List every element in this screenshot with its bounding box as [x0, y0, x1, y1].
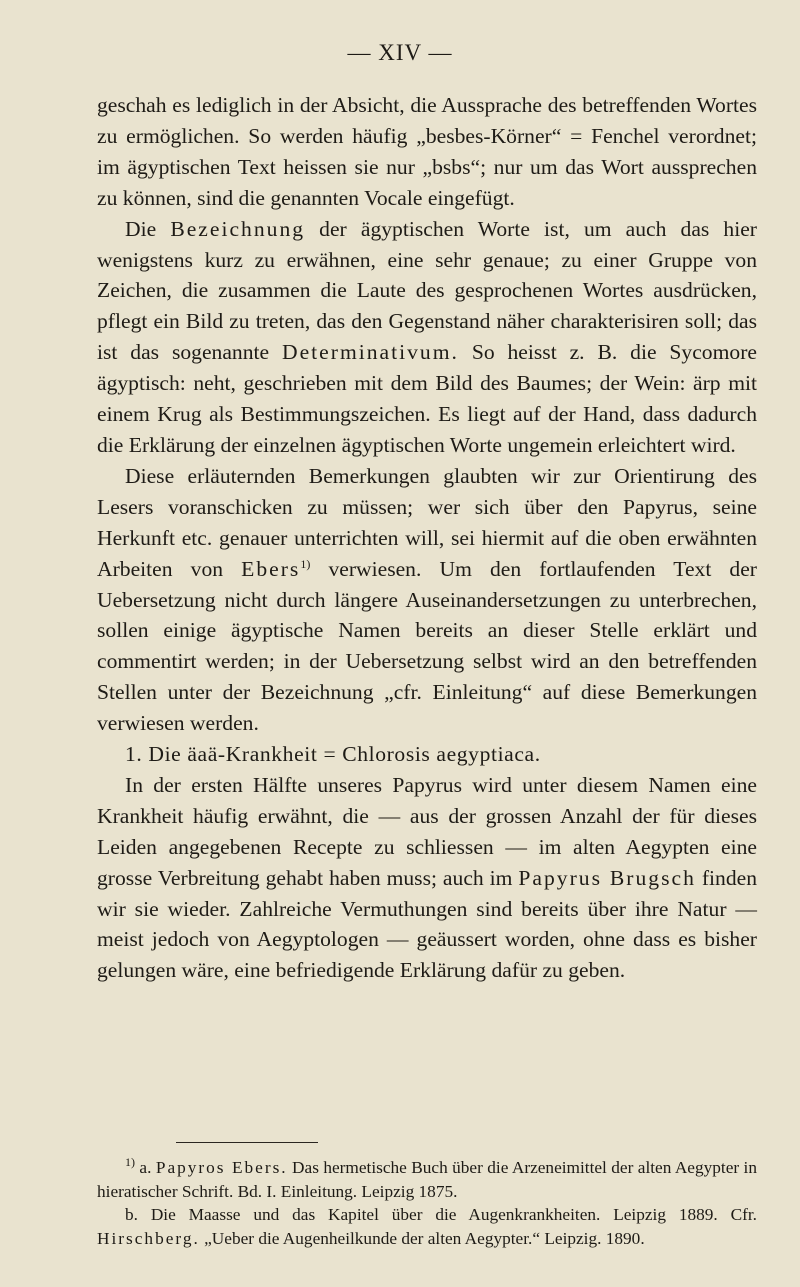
footnote-2 [97, 1203, 757, 1250]
main-text [97, 90, 757, 986]
footnote-2-text: b. Die Maasse und das Kapitel über die Augenkrankheiten. Leipzig 1889. Cfr. [125, 1205, 757, 1224]
footnote-ref: 1) [300, 556, 311, 571]
footnote-divider [176, 1142, 318, 1143]
p2-text: der ägyptischen Worte ist, um auch das hier wenigstens kurz zu erwähnen, eine sehr genaue; zu einer Gruppe von Zeichen, die zusammen die Laute des gesprochenen Wortes ausdrücken, pflegt ein Bild zu treten, das den Gegenstand näher charakterisiren soll; das ist das sogenannte [97, 216, 758, 365]
p5-rest: finden wir sie wieder. Zahlreiche Vermuthungen sind bereits über ihre Natur — meist jedoch von Aegyptologen — geäussert worden, ohne dass es bisher gelungen wäre, eine befriedigende Erklärung dafür zu geben. [97, 865, 758, 983]
page-number: — XIV — [347, 40, 453, 65]
p5-text: In der ersten Hälfte unseres Papyrus wird unter diesem Namen eine Krankheit häufig erwähnt, die — aus der grossen Anzahl der für dieses Leiden angegebenen Recepte zu schliessen — im alten Aegypten eine grosse Verbreitung gehabt haben muss; auch im [97, 772, 757, 890]
footnotes [97, 1156, 757, 1250]
p3-text: Diese erläuternden Bemerkungen glaubten wir zur Orientirung des Lesers voranschicken zu müssen; wer sich über den Papyrus, seine Herkunft etc. genauer unterrichten will, sei hiermit auf die oben erwähnten Arbeiten von [97, 463, 757, 581]
term-bezeichnung: Bezeichnung [170, 216, 306, 241]
footnote-1 [97, 1156, 757, 1203]
p2-rest: So heisst z. B. die Sycomore ägyptisch: neht, geschrieben mit dem Bild des Baumes; der Wein: ärp mit einem Krug als Bestimmungszeichen. Es liegt auf der Hand, dass dadurch die Erklärung der einzelnen ägyptischen Worte ungemein erleichtert wird. [97, 340, 757, 457]
footnote-2-author: Hirschberg. [97, 1228, 200, 1248]
footnote-1-title: Papyros Ebers. [155, 1158, 288, 1177]
paragraph-2 [97, 214, 757, 461]
name-ebers: Ebers [241, 556, 301, 581]
p3-rest: verwiesen. Um den fortlaufenden Text der Uebersetzung nicht durch längere Auseinandersetzungen zu unterbrechen, sollen einige ägyptische Namen bereits an dieser Stelle erklärt und commentirt werden; in der Uebersetzung selbst wird an den betreffenden Stellen unter der Bezeichnung „cfr. Einleitung“ auf diese Bemerkungen verwiesen werden. [97, 556, 757, 736]
footnote-1-text: Das hermetische Buch über die Arzeneimittel der alten Aegypter in hieratischer Schrift. Bd. I. Einleitung. Leipzig 1875. [97, 1158, 757, 1201]
footnote-1-label: a. [139, 1158, 152, 1177]
paragraph-3 [97, 461, 757, 739]
paragraph-1: geschah es lediglich in der Absicht, die Aussprache des betreffenden Wortes zu ermöglichen. So werden häufig „besbes-Körner“ = Fenchel verordnet; im ägyptischen Text heissen sie nur „bsbs“; nur um das Wort aussprechen zu können, sind die genannten Vocale eingefügt. [97, 93, 757, 210]
footnote-marker: 1) [125, 1155, 135, 1170]
name-papyrus-brugsch: Papyrus Brugsch [518, 865, 696, 890]
section-heading: 1. Die äaä-Krankheit = Chlorosis aegyptiaca. [125, 742, 541, 767]
term-determinativum: Determinativum. [282, 340, 459, 365]
footnote-2-rest: „Ueber die Augenheilkunde der alten Aegypter.“ Leipzig. 1890. [204, 1228, 645, 1248]
p2-lead: Die [125, 216, 157, 241]
paragraph-5 [97, 770, 757, 986]
